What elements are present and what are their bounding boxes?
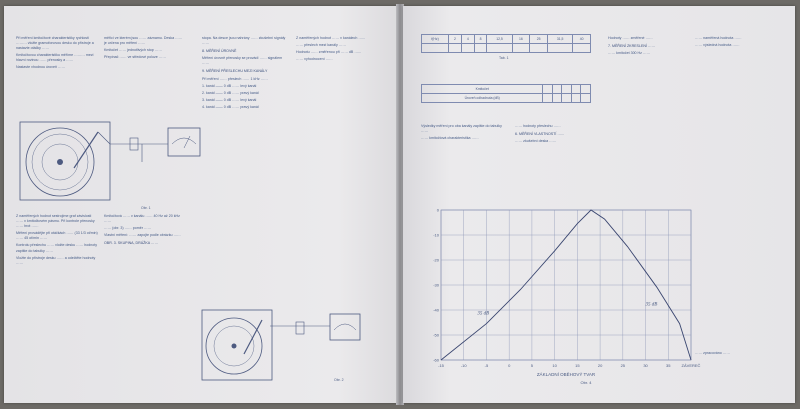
paragraph: …… hodnoty přeslechu …… — [515, 124, 561, 128]
paragraph: Při měření …… přeslech …… 1 kHz …… — [202, 76, 268, 81]
table-cell: 12,5 — [487, 35, 512, 44]
turntable-diagram-2 — [200, 306, 380, 386]
paragraph: Kmitočtovou charakteristiku měříme ……… mezi hlavní rovinou …… přenosky a …… — [16, 53, 94, 63]
annotation-label: 35 dB — [477, 311, 490, 317]
paragraph: …… kmitočtová charakteristika …… — [421, 136, 479, 141]
paragraph: Přepínač …… ve středové poloze …… — [104, 55, 166, 60]
paragraph: Z naměřených hodnot sestrojíme graf závislosti …… v kmitočtovém pásmu. Při kontrole přenosky …… hrot …… — [16, 214, 95, 229]
left-col3 — [202, 36, 288, 112]
x-axis-label: ZÁKLADNÍ OBĚHOVÝ TVAR — [536, 372, 596, 377]
left-col1-lower — [16, 214, 98, 268]
table-cell: 16 — [512, 35, 530, 44]
list-item: 4. kanál —— 0 dB …… pravý kanál — [202, 104, 259, 109]
x-tick-label: -15 — [438, 363, 444, 368]
paragraph: Kmitočet …… jednotlivých stop …… — [104, 48, 162, 53]
table-cell — [422, 44, 449, 53]
table-cell: 31,5 — [548, 35, 573, 44]
section-heading: 6. MĚŘENÍ VLASTNOSTÍ …… — [515, 132, 565, 137]
section-heading: 8. MĚŘENÍ ÚROVNĚ — [202, 49, 237, 54]
x-tick-label: 35 — [666, 363, 671, 368]
figure-label: Obr. 2 — [334, 378, 344, 382]
table-row — [422, 44, 591, 53]
table-row — [422, 94, 591, 103]
left-col2 — [104, 36, 186, 62]
table-cell — [487, 44, 512, 53]
table-cell: 4 — [461, 35, 474, 44]
paragraph: Kmitočtová …… v kanálu …… 40 Hz až 20 kHz …… — [104, 214, 180, 224]
table-cell — [548, 44, 573, 53]
y-tick-label: -10 — [433, 232, 439, 238]
section-heading: 9. MĚŘENÍ PŘESLECHU MEZI KANÁLY — [202, 69, 268, 74]
table-cell — [512, 44, 530, 53]
paragraph: …… kmitočet 300 Hz …… — [608, 51, 651, 56]
right-col2 — [515, 124, 601, 146]
right-col4-footer — [695, 351, 783, 358]
right-col3 — [608, 36, 688, 58]
table-cell — [474, 44, 487, 53]
list-item: 3. kanál —— 0 dB …… levý kanál — [202, 97, 257, 102]
table-cell — [543, 85, 553, 94]
table-cell — [552, 94, 562, 103]
paragraph: …… naměřená hodnota …… — [695, 36, 742, 40]
paragraph: …… přeslech mezi kanály …… — [296, 43, 346, 48]
left-col4 — [296, 36, 384, 64]
figure-label: Obr. 1 — [141, 206, 151, 210]
chart-caption: Obr. 4 — [580, 380, 592, 385]
paragraph: …… výsledná hodnota …… — [695, 43, 740, 48]
y-tick-label: -30 — [433, 282, 439, 288]
paragraph: Hodnoty …… změřené …… — [608, 36, 653, 40]
x-tick-label: -10 — [460, 363, 467, 368]
paragraph: …… (obr. 3) …… poměr …… — [104, 226, 152, 231]
paragraph: Vložte do přístroje desku …… a odečtěte hodnoty …… — [16, 255, 96, 265]
section-heading: OBR. 3. SKUPINA, DRÁŽKA …… — [104, 241, 159, 246]
table-cell — [562, 94, 572, 103]
paragraph: Vlastní měření: …… zapojte podle obrázku …… — [104, 233, 181, 238]
section-heading: 7. MĚŘENÍ ZKRESLENÍ …… — [608, 44, 656, 49]
paragraph: …… zpracováno …… — [695, 351, 730, 355]
x-tick-label: 20 — [597, 363, 603, 368]
list-item: 1. kanál —— 0 dB …… levý kanál — [202, 83, 257, 88]
table-cell — [449, 44, 462, 53]
table-cell — [461, 44, 474, 53]
table-cell — [552, 85, 562, 94]
table-cell — [573, 44, 591, 53]
table-cell — [543, 94, 553, 103]
x-tick-label: 5 — [530, 363, 534, 368]
paragraph: Měření provádějte při otáčkách …… (33 1/3 ot/min) …… 45 ot/min …… — [16, 231, 98, 241]
paragraph: Při měření kmitočtové charakteristiky rychlosti ……… vložte gramofonovou desku do přístroje a nastavte otáčky …… — [16, 36, 94, 51]
turntable-diagram-1 — [18, 114, 218, 204]
paragraph: …… vyhodnocení …… — [296, 57, 333, 62]
paragraph: Nastavte vhodnou úroveň …… — [16, 65, 66, 70]
paragraph: Výsledky měření pro oba kanály zapište do tabulky …… — [421, 124, 502, 134]
x-tick-label: -5 — [484, 363, 489, 368]
paragraph: Z naměřených hodnot …… v kanálech …… — [296, 36, 366, 40]
y-tick-label: -60 — [433, 357, 439, 363]
x-tick-label: 30 — [643, 363, 648, 368]
measurement-table-1 — [421, 34, 591, 53]
left-col2-lower — [104, 214, 186, 248]
right-col1 — [421, 124, 505, 143]
left-col1 — [16, 36, 98, 73]
table-cell — [581, 85, 591, 94]
table-cell — [530, 44, 548, 53]
table-row — [422, 85, 591, 94]
frequency-response-chart — [423, 198, 701, 393]
table-cell: 2 — [449, 35, 462, 44]
y-tick-label: -50 — [433, 332, 439, 338]
table-cell: Úroveň odhadnuta (dB) — [422, 94, 543, 103]
paragraph: Hodnotu …… změřenou při …… dB …… — [296, 50, 362, 55]
right-col4 — [695, 36, 783, 50]
table-cell — [571, 94, 581, 103]
x-tick-label: 15 — [575, 363, 580, 368]
y-tick-label: -20 — [433, 257, 439, 263]
x-tick-label: 25 — [620, 363, 626, 368]
paragraph: Měření úrovně přenosky se provádí …… signálem …… — [202, 56, 283, 66]
x-tick-label: 0 — [508, 363, 511, 368]
table-cell — [571, 85, 581, 94]
list-item: 2. kanál —— 0 dB …… pravý kanál — [202, 90, 259, 95]
y-tick-label: -40 — [433, 307, 439, 313]
x-tick-label: 10 — [552, 363, 557, 368]
table-row — [422, 35, 591, 44]
paragraph: …… zkušební deska …… — [515, 139, 557, 144]
table-cell — [581, 94, 591, 103]
paragraph: měřicí ve kterém jsou …… záznamu. Deska …… je určena pro měření …… — [104, 36, 183, 46]
table-cell: 8 — [474, 35, 487, 44]
table-cell: 40 — [573, 35, 591, 44]
table-cell: 25 — [530, 35, 548, 44]
right-page — [403, 6, 795, 403]
table-cell: f(Hz) — [422, 35, 449, 44]
paragraph: stopa. Na desce jsou nahrány …… zkušební signály …… — [202, 36, 286, 46]
table-cell — [562, 85, 572, 94]
x-tick-label: ZÁVEREČ — [681, 363, 701, 368]
y-tick-label: 0 — [436, 207, 439, 213]
table-cell: Kmitočet — [422, 85, 543, 94]
annotation-label: 35 dB — [645, 302, 658, 308]
left-page — [4, 6, 397, 403]
paragraph: Kontrolu přeslechu …… vložte desku …… hodnoty zapište do tabulky …… — [16, 243, 98, 253]
measurement-table-2 — [421, 84, 591, 103]
table-caption: Tab. 1 — [499, 56, 509, 60]
